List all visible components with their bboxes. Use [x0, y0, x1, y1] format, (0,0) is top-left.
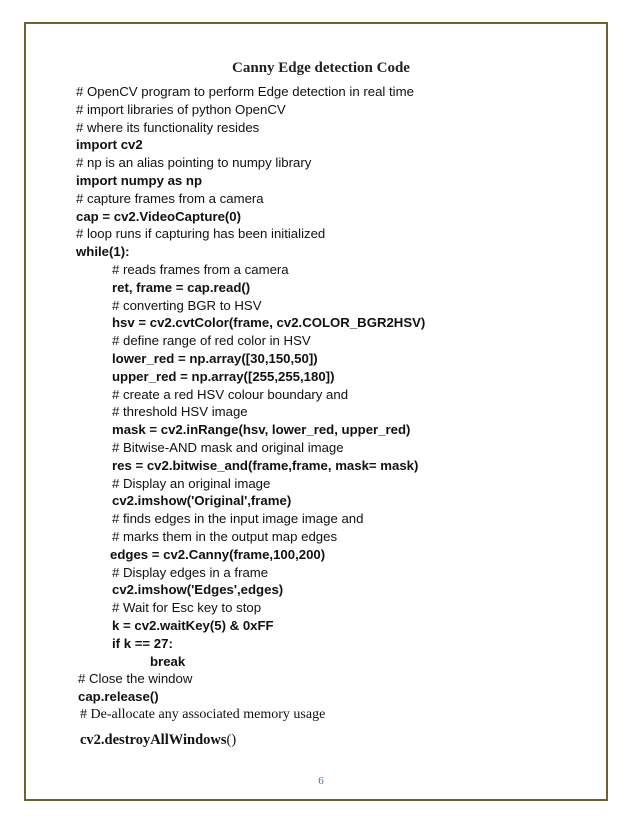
page-number: 6	[318, 775, 324, 787]
code-line: # Display edges in a frame	[112, 564, 269, 580]
code-function-name: cv2.destroyAllWindows	[80, 732, 227, 748]
code-line: k = cv2.waitKey(5) & 0xFF	[112, 617, 274, 633]
code-line: # Close the window	[78, 671, 193, 687]
code-line: # where its functionality resides	[76, 119, 260, 135]
code-line: edges = cv2.Canny(frame,100,200)	[110, 546, 326, 562]
code-comment-dealloc: # De-allocate any associated memory usage	[80, 707, 326, 722]
code-line-destroy	[80, 732, 236, 749]
code-line: cv2.imshow('Edges',edges)	[112, 582, 284, 598]
code-line: ret, frame = cap.read()	[112, 279, 251, 295]
code-line: mask = cv2.inRange(hsv, lower_red, upper_red)	[112, 422, 411, 438]
code-line: if k == 27:	[112, 635, 173, 651]
code-call-parens: ()	[226, 732, 237, 748]
code-line: upper_red = np.array([255,255,180])	[112, 368, 335, 384]
code-line: # converting BGR to HSV	[112, 297, 262, 313]
code-line: # Bitwise-AND mask and original image	[112, 439, 344, 455]
code-line: # Wait for Esc key to stop	[112, 600, 262, 616]
code-line: # OpenCV program to perform Edge detection in real time	[76, 84, 414, 99]
code-line: # define range of red color in HSV	[112, 333, 311, 349]
code-line: # create a red HSV colour boundary and	[112, 386, 349, 402]
code-line: # finds edges in the input image image and	[112, 511, 364, 527]
code-line: # threshold HSV image	[112, 404, 248, 420]
code-line: cv2.imshow('Original',frame)	[112, 493, 292, 509]
code-line: # capture frames from a camera	[76, 190, 264, 206]
code-line: import cv2	[76, 137, 143, 153]
code-line: cap.release()	[78, 689, 159, 705]
code-line: # np is an alias pointing to numpy library	[76, 155, 312, 171]
code-listing	[76, 83, 596, 706]
code-line: hsv = cv2.cvtColor(frame, cv2.COLOR_BGR2HSV)	[112, 315, 426, 331]
code-line: # loop runs if capturing has been initialized	[76, 226, 326, 242]
code-line: lower_red = np.array([30,150,50])	[112, 350, 318, 366]
code-line: break	[150, 653, 186, 669]
code-line: cap = cv2.VideoCapture(0)	[76, 208, 242, 224]
code-line: # reads frames from a camera	[112, 261, 289, 277]
document-title: Canny Edge detection Code	[232, 60, 410, 76]
code-line: # Display an original image	[112, 475, 271, 491]
code-line: while(1):	[76, 244, 130, 260]
code-line: # marks them in the output map edges	[112, 528, 338, 544]
code-line: import numpy as np	[76, 172, 203, 188]
code-line: res = cv2.bitwise_and(frame,frame, mask= mask)	[112, 457, 419, 473]
code-line: # import libraries of python OpenCV	[76, 101, 286, 117]
